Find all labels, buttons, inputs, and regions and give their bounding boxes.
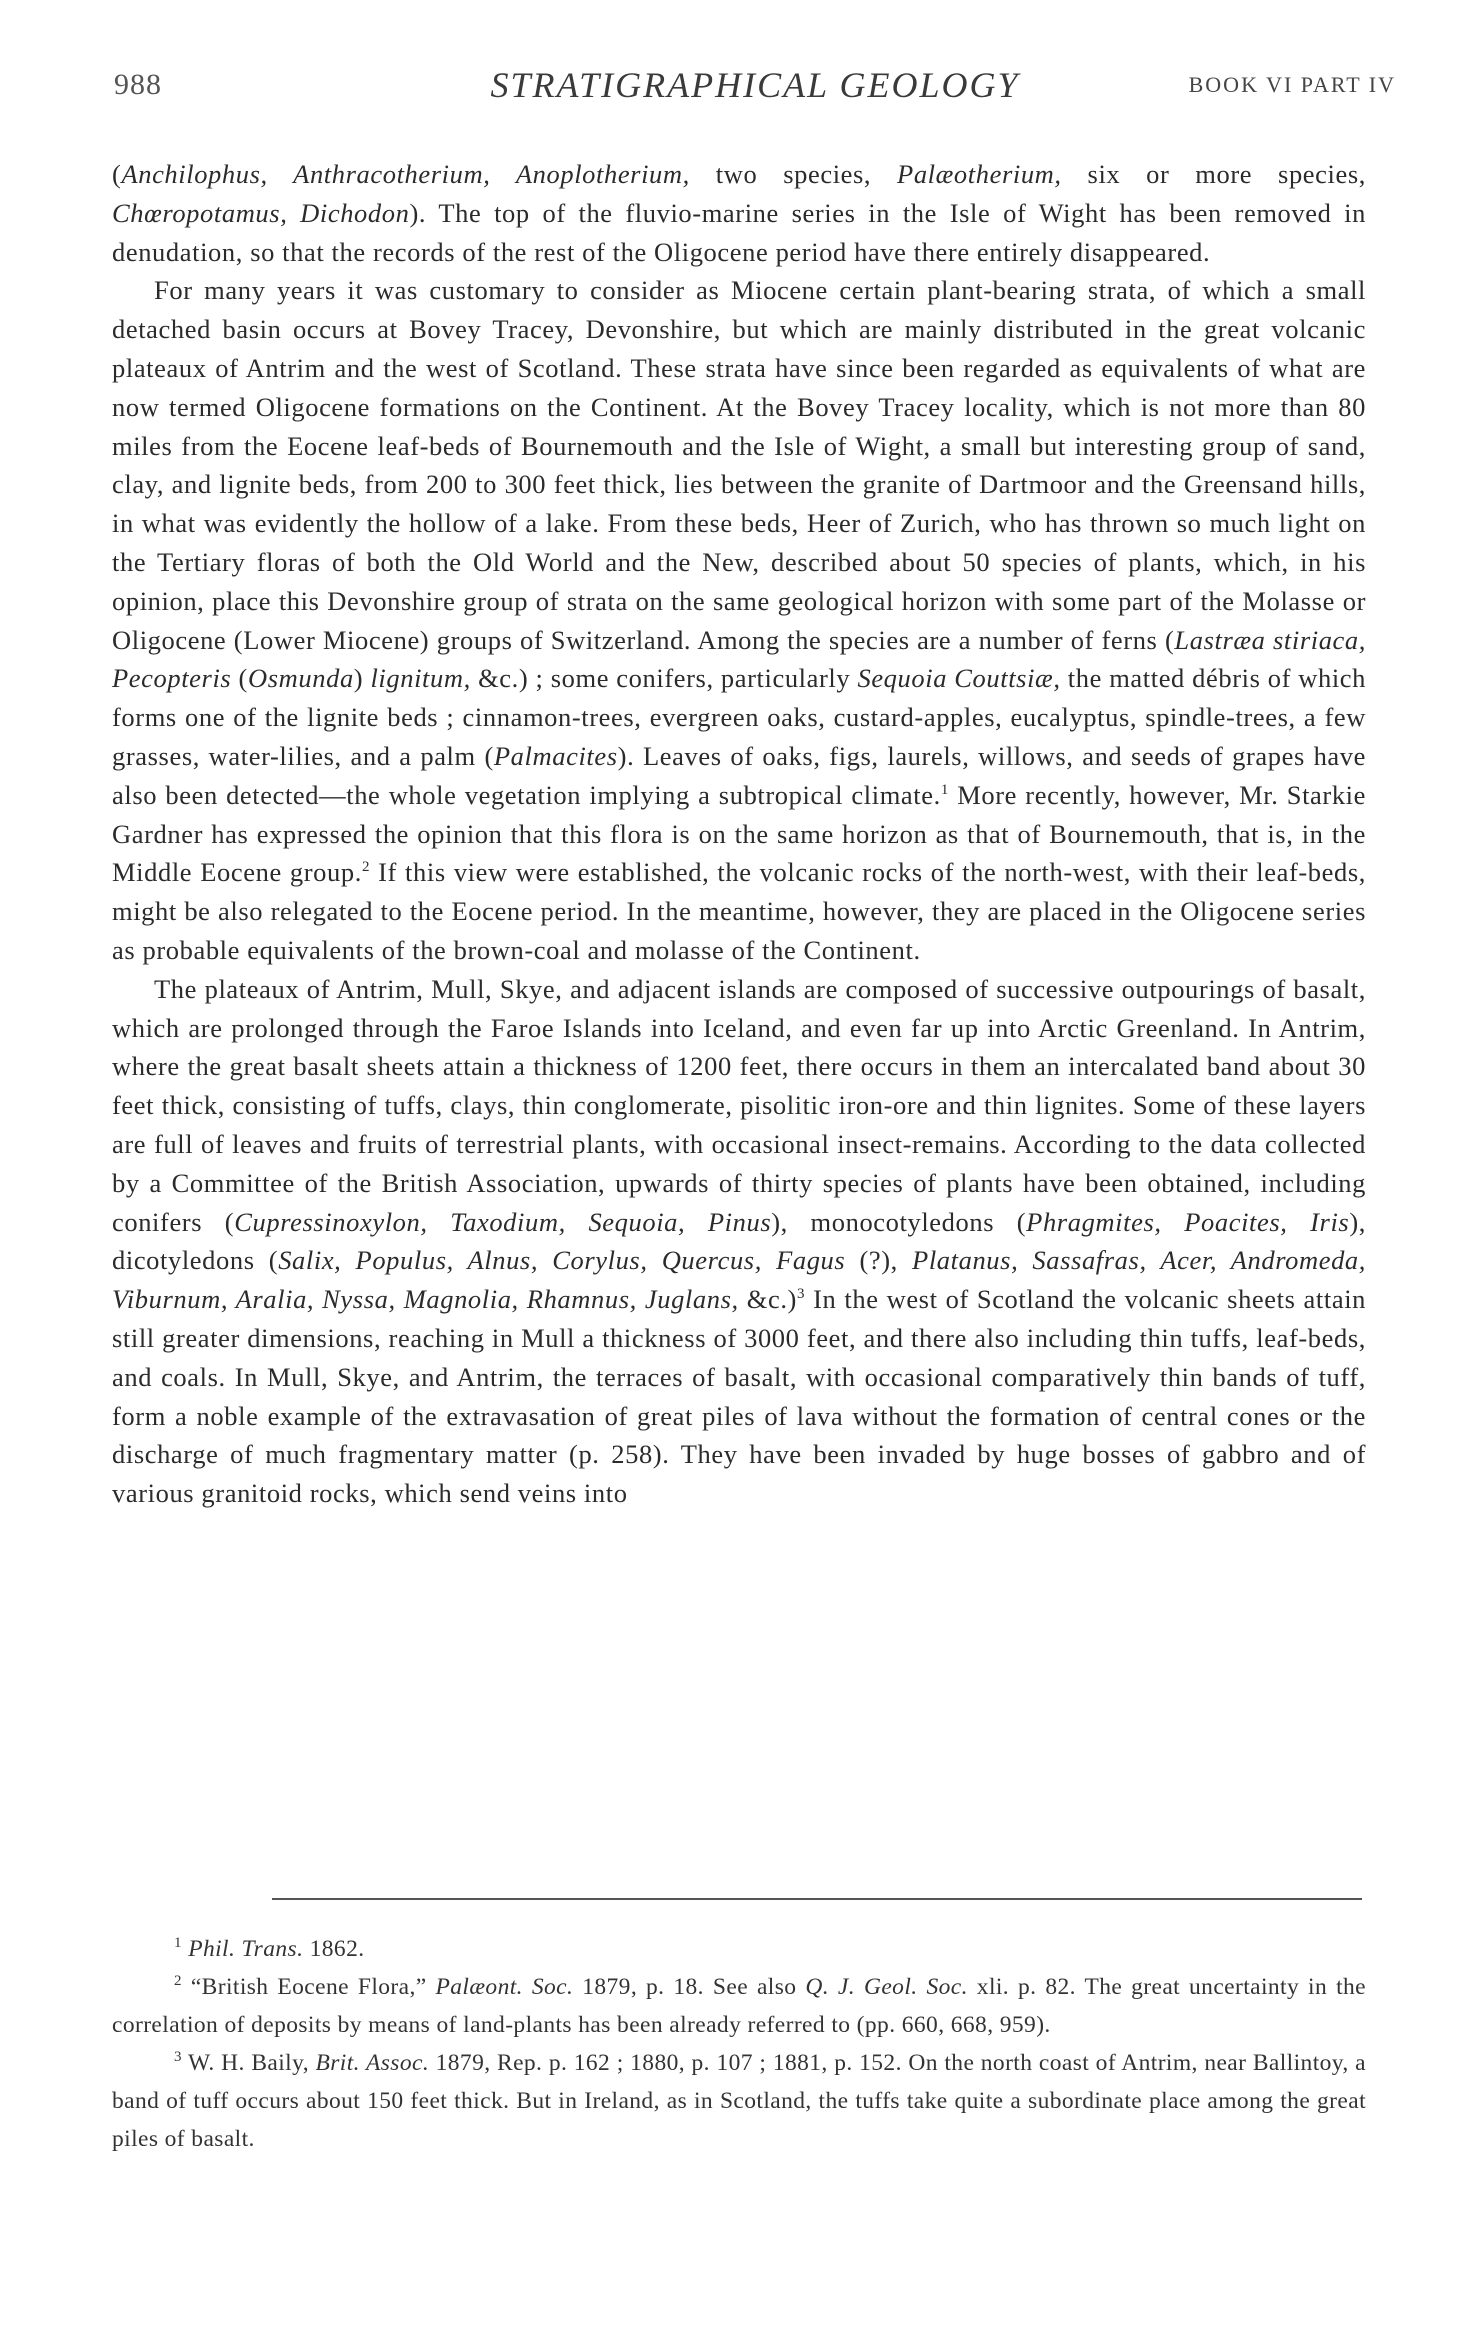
text-span: &c.) ; some conifers, particularly [470, 663, 858, 694]
text-span: Osmunda [248, 663, 354, 694]
paragraph-2 [112, 271, 1366, 969]
page-header [114, 62, 1396, 112]
footnote-ref-3[interactable]: 3 [796, 1286, 806, 1303]
footnote-2 [112, 1968, 1366, 2044]
footnote-3 [112, 2044, 1366, 2158]
text-span: Lastræa stiriaca, Pecopteris [112, 624, 1366, 694]
text-span: the matted débris of which forms one of the lignite beds ; cinnamon-trees, evergreen oaks, custard-apples, eucalyptus, spindle-trees, a few grasses, water-lilies, and a palm ( [112, 663, 1367, 771]
text-span: Palmacites [493, 740, 618, 771]
page-number: 988 [114, 68, 162, 101]
text-span: Salix, Populus, Alnus, Corylus, Quercus, Fagus [278, 1245, 846, 1276]
text-span: ), monocotyledons ( [771, 1206, 1027, 1237]
text-span: Palæotherium, [897, 159, 1062, 189]
running-title: STRATIGRAPHICAL GEOLOGY [490, 65, 1020, 105]
text-span: Chœropotamus, Dichodon [112, 197, 410, 228]
footnote-ref-1[interactable]: 1 [940, 781, 949, 798]
text-span: Sequoia Couttsiæ, [857, 663, 1061, 694]
text-span: Platanus, Sassafras, Acer, Andromeda, Viburnum, Aralia, Nyssa, Magnolia, Rhamnus, Juglans, [112, 1245, 1366, 1315]
text-span: 1879, p. 18. See also [573, 1974, 806, 2000]
text-span: xli. p. 82. The great uncertainty in the correlation of deposits by means of land-plants has been already referred to (pp. 660, 668, 959). [112, 1974, 1366, 2038]
text-span: In the west of Scotland the volcanic sheets attain still greater dimensions, reaching in Mull a thickness of 3000 feet, and there also including thin tuffs, leaf-beds, and coals. In Mull, Skye, and Antrim, the terraces of basalt, with occasional comparatively thin bands of tuff, form a noble example of the extravasation of great piles of lava without the formation of central cones or the discharge of much fragmentary matter (p. 258). They have been invaded by huge bosses of gabbro and of various granitoid rocks, which send veins into [112, 1284, 1367, 1509]
footnote-ref-2[interactable]: 2 [361, 859, 371, 876]
text-span: The plateaux of Antrim, Mull, Skye, and adjacent islands are composed of successive outpourings of basalt, which are prolonged through the Faroe Islands into Iceland, and even far up into Arctic Greenland. In Antrim, where the great basalt sheets attain a thickness of 1200 feet, there occurs in them an intercalated band about 30 feet thick, consisting of tuffs, clays, thin conglomerate, pisolitic iron-ore and thin lignites. Some of these layers are full of leaves and fruits of terrestrial plants, with occasional insect-remains. According to the data collected by a Committee of the British Association, upwards of thirty species of plants have been obtained, including conifers ( [112, 973, 1366, 1237]
text-span: ). Leaves of oaks, figs, laurels, willows, and seeds of grapes have also been detected—the whole vegetation implying a subtropical climate. [112, 740, 1366, 810]
text-span: Cupressinoxylon, Taxodium, Sequoia, Pinus [234, 1206, 772, 1237]
text-span: For many years it was customary to consider as Miocene certain plant-bearing strata, of which a small detached basin occurs at Bovey Tracey, Devonshire, but which are mainly distributed in the great volcanic plateaux of Antrim and the west of Scotland. These strata have since been regarded as equivalents of what are now termed Oligocene formations on the Continent. At the Bovey Tracey locality, which is not more than 80 miles from the Eocene leaf-beds of Bournemouth and the Isle of Wight, a small but interesting group of sand, clay, and lignite beds, from 200 to 300 feet thick, lies between the granite of Dartmoor and the Greensand hills, in what was evidently the hollow of a lake. From these beds, Heer of Zurich, who has thrown so much light on the Tertiary floras of both the Old World and the New, described about 50 species of plants, which, in his opinion, place this Devonshire group of strata on the same geological horizon with some part of the Molasse or Oligocene (Lower Miocene) groups of Switzerland. Among the species are a number of ferns ( [112, 275, 1366, 655]
footnotes [112, 1930, 1366, 2158]
text-span: Anchilophus, Anthracotherium, Anoplotherium, [121, 159, 690, 189]
book-part-label: BOOK VI PART IV [1188, 72, 1396, 97]
text-span: Q. J. Geol. Soc. [805, 1974, 968, 2000]
text-span: ) [353, 663, 371, 694]
text-span: Brit. Assoc. [315, 2050, 430, 2076]
paragraph-3 [112, 970, 1366, 1513]
text-span: lignitum, [370, 663, 471, 694]
text-span: W. H. Baily, [181, 2050, 316, 2076]
footnote-marker: 2 [174, 1973, 182, 1990]
text-span: ), dicotyledons ( [112, 1206, 1366, 1276]
text-span: 1879, Rep. p. 162 ; 1880, p. 107 ; 1881, p. 152. On the north coast of Antrim, near Ballintoy, a band of tuff occurs about 150 feet thick. But in Ireland, as in Scotland, the tuffs take quite a subordinate place among the great piles of basalt. [112, 2050, 1367, 2152]
footnote-marker: 3 [174, 2049, 182, 2066]
text-span: &c.) [738, 1284, 797, 1315]
text-span: Palæont. Soc. [435, 1974, 574, 2000]
footnote-marker: 1 [174, 1935, 182, 1952]
text-span: Phragmites, Poacites, Iris [1026, 1206, 1350, 1237]
text-span: (?), [845, 1245, 913, 1276]
text-span: Phil. Trans. [188, 1936, 304, 1962]
text-span: six or more species, [1061, 159, 1366, 189]
text-span: two species, [689, 159, 898, 189]
text-span: ( [231, 663, 248, 694]
text-span: If this view were established, the volcanic rocks of the north-west, with their leaf-beds, might be also relegated to the Eocene period. In the meantime, however, they are placed in the Oligocene series as probable equivalents of the brown-coal and molasse of the Continent. [112, 857, 1366, 965]
main-text [112, 155, 1366, 1513]
footnote-divider [272, 1898, 1362, 1900]
text-span: ). The top of the fluvio-marine series in the Isle of Wight has been removed in denudation, so that the records of the rest of the Oligocene period have there entirely disappeared. [112, 197, 1366, 267]
text-span: More recently, however, Mr. Starkie Gardner has expressed the opinion that this flora is on the same horizon as that of Bournemouth, that is, in the Middle Eocene group. [112, 779, 1366, 888]
text-span: “British Eocene Flora,” [181, 1974, 436, 2000]
text-span: 1862. [303, 1936, 365, 1962]
footnote-1 [112, 1930, 1366, 1968]
paragraph-1: (Anchilophus, Anthracotherium, Anoplotherium, two species, Palæotherium, six or more species, Chœropotamus, Dichodon). The top of the fluvio-marine series in the Isle of Wight has been removed in denudation, so that the records of the rest of the Oligocene period have there entirely disappeared. [112, 159, 1366, 267]
